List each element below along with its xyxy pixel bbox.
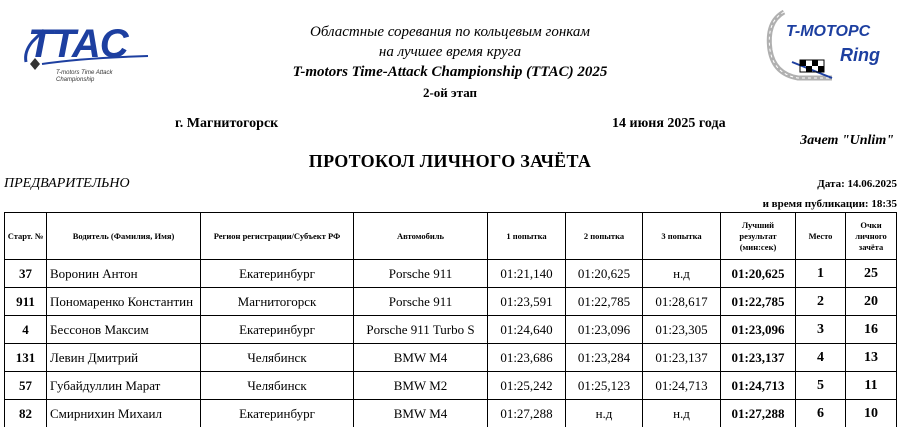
header-start-no: Старт. № [5,213,47,260]
header-attempt-2: 2 попытка [566,213,643,260]
cell-points: 20 [846,288,897,316]
cell-attempt-3: н.д [643,260,721,288]
championship-name: T-motors Time-Attack Championship (TTAC) 2025 [292,64,608,80]
cell-attempt-1: 01:23,591 [488,288,566,316]
cell-best-result: 01:24,713 [721,372,796,400]
table-header-row [5,213,897,260]
cell-attempt-3: 01:28,617 [643,288,721,316]
header-attempt-1: 1 попытка [488,213,566,260]
ttac-logo [22,18,157,83]
protocol-title: ПРОТОКОЛ ЛИЧНОГО ЗАЧЁТА [308,151,592,171]
cell-car: Porsche 911 Turbo S [354,316,488,344]
cell-attempt-2: н.д [566,400,643,427]
competition-title [250,22,650,103]
cell-region: Екатеринбург [201,260,354,288]
cell-place: 3 [796,316,846,344]
cell-region: Магнитогорск [201,288,354,316]
event-city: г. Магнитогорск [175,116,279,131]
cell-region: Екатеринбург [201,400,354,427]
cell-car: Porsche 911 [354,260,488,288]
cell-best-result: 01:20,625 [721,260,796,288]
cell-driver: Воронин Антон [47,260,201,288]
title-line-2: на лучшее время круга [378,44,522,60]
table-row [5,400,897,427]
cell-attempt-2: 01:22,785 [566,288,643,316]
cell-attempt-2: 01:23,096 [566,316,643,344]
cell-points: 13 [846,344,897,372]
cell-place: 6 [796,400,846,427]
header-car: Автомобиль [354,213,488,260]
cell-start-no: 37 [5,260,47,288]
cell-driver: Смирнихин Михаил [47,400,201,427]
cell-start-no: 82 [5,400,47,427]
logo-ring-text: Ring [840,45,880,65]
cell-place: 1 [796,260,846,288]
cell-points: 10 [846,400,897,427]
cell-driver: Бессонов Максим [47,316,201,344]
cell-start-no: 911 [5,288,47,316]
cell-points: 16 [846,316,897,344]
cell-car: Porsche 911 [354,288,488,316]
cell-place: 4 [796,344,846,372]
cell-driver: Губайдуллин Марат [47,372,201,400]
class-label: Зачет "Unlim" [800,133,894,148]
cell-best-result: 01:22,785 [721,288,796,316]
logo-t-motors-text: T-МОТОРС [786,23,871,40]
header-points: Очки личного зачёта [846,213,897,260]
t-motors-ring-logo [762,8,894,83]
title-line-1: Областные соревания по кольцевым гонкам [310,24,590,40]
status-label: ПРЕДВАРИТЕЛЬНО [4,176,130,191]
cell-attempt-3: н.д [643,400,721,427]
ttac-logo-title: TTAC [28,22,128,66]
table-row [5,316,897,344]
ttac-logo-subtitle-1: T-motors Time Attack [56,70,113,76]
cell-driver: Пономаренко Константин [47,288,201,316]
cell-car: BMW M4 [354,400,488,427]
cell-points: 25 [846,260,897,288]
cell-attempt-1: 01:25,242 [488,372,566,400]
cell-region: Челябинск [201,344,354,372]
cell-points: 11 [846,372,897,400]
cell-attempt-2: 01:25,123 [566,372,643,400]
header-best-result: Лучший результат (мин:сек) [721,213,796,260]
table-row [5,288,897,316]
cell-best-result: 01:27,288 [721,400,796,427]
checkered-flag-icon [800,60,824,72]
table-row [5,344,897,372]
stage-label: 2-ой этап [422,85,478,100]
cell-attempt-3: 01:23,137 [643,344,721,372]
cell-attempt-1: 01:23,686 [488,344,566,372]
cell-driver: Левин Дмитрий [47,344,201,372]
cell-attempt-1: 01:24,640 [488,316,566,344]
header-attempt-3: 3 попытка [643,213,721,260]
ttac-logo-subtitle-2: Championship [56,77,95,83]
event-date: 14 июня 2025 года [612,116,726,131]
table-row [5,372,897,400]
cell-start-no: 131 [5,344,47,372]
publication-date: Дата: 14.06.2025 [817,178,897,190]
header-place: Место [796,213,846,260]
cell-region: Екатеринбург [201,316,354,344]
cell-attempt-1: 01:27,288 [488,400,566,427]
cell-car: BMW M4 [354,344,488,372]
header-region: Регион регистрации/Субъект РФ [201,213,354,260]
results-table [4,212,897,427]
cell-attempt-2: 01:23,284 [566,344,643,372]
cell-car: BMW M2 [354,372,488,400]
cell-best-result: 01:23,137 [721,344,796,372]
cell-attempt-3: 01:24,713 [643,372,721,400]
publication-time: и время публикации: 18:35 [762,198,897,210]
cell-place: 5 [796,372,846,400]
cell-attempt-1: 01:21,140 [488,260,566,288]
cell-place: 2 [796,288,846,316]
table-row [5,260,897,288]
cell-attempt-2: 01:20,625 [566,260,643,288]
cell-region: Челябинск [201,372,354,400]
cell-attempt-3: 01:23,305 [643,316,721,344]
cell-start-no: 4 [5,316,47,344]
cell-best-result: 01:23,096 [721,316,796,344]
cell-start-no: 57 [5,372,47,400]
header-driver: Водитель (Фамилия, Имя) [47,213,201,260]
